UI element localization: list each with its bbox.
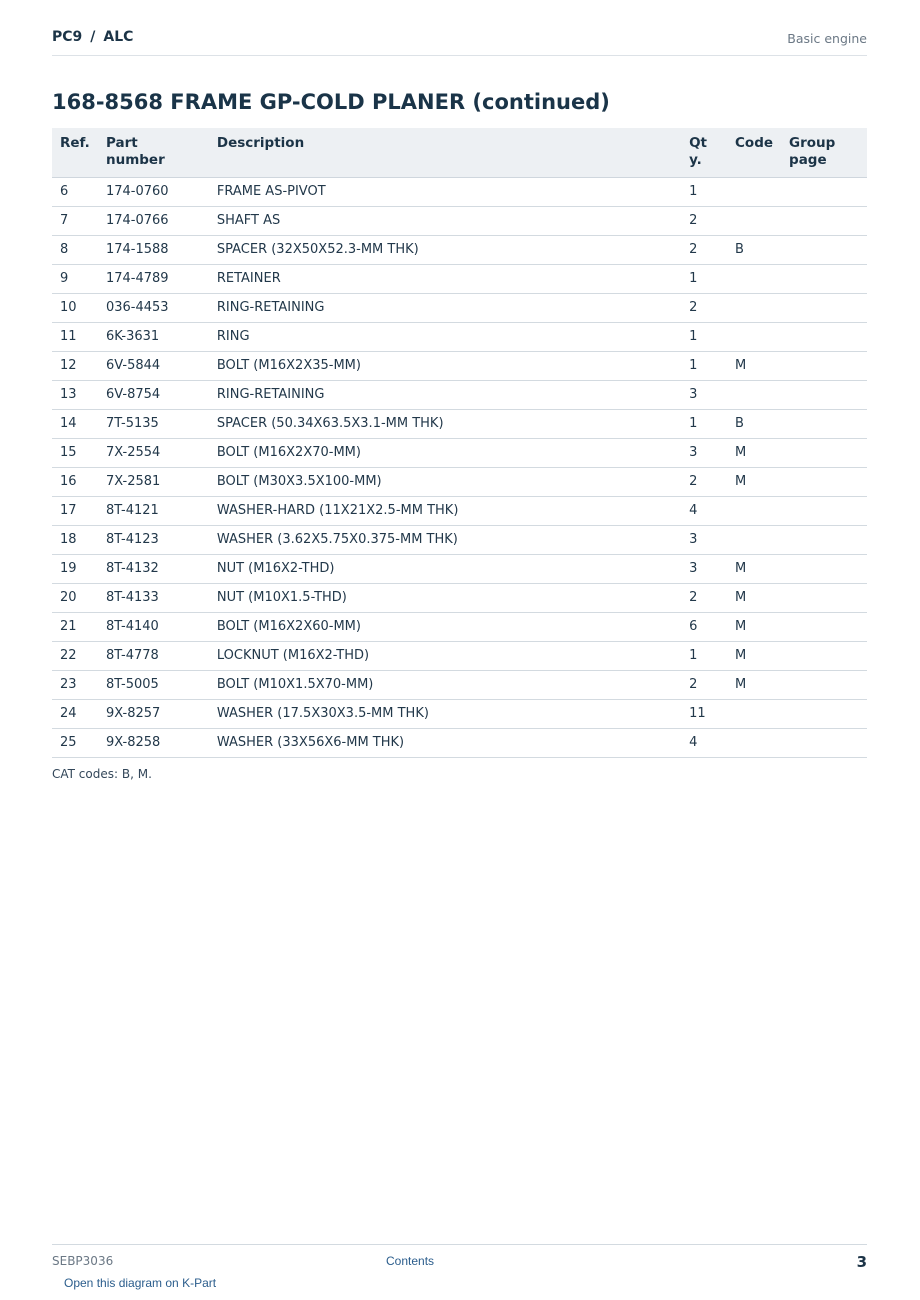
column-header-qty: Qty. [681, 128, 727, 177]
cell-description: BOLT (M16X2X35-MM) [209, 351, 681, 380]
column-header-ref: Ref. [52, 128, 98, 177]
page-header [52, 28, 867, 56]
cell-code: M [727, 612, 781, 641]
cell-part-number: 9X-8257 [98, 699, 209, 728]
cell-description: WASHER (33X56X6-MM THK) [209, 728, 681, 757]
cell-part-number: 8T-4121 [98, 496, 209, 525]
cell-part-number: 036-4453 [98, 293, 209, 322]
cell-code [727, 728, 781, 757]
cell-description: SPACER (32X50X52.3-MM THK) [209, 235, 681, 264]
cell-qty: 3 [681, 525, 727, 554]
page-title-suffix: (continued) [472, 90, 610, 114]
cell-ref: 8 [52, 235, 98, 264]
table-row [52, 612, 867, 641]
cell-qty: 6 [681, 612, 727, 641]
cell-part-number: 6K-3631 [98, 322, 209, 351]
parts-table-body [52, 177, 867, 757]
cell-code [727, 322, 781, 351]
cell-description: BOLT (M16X2X70-MM) [209, 438, 681, 467]
cell-group-page [781, 699, 867, 728]
table-row [52, 554, 867, 583]
cell-qty: 11 [681, 699, 727, 728]
page-number: 3 [856, 1253, 867, 1271]
page-title [52, 90, 610, 114]
cell-description: WASHER (3.62X5.75X0.375-MM THK) [209, 525, 681, 554]
cell-part-number: 7X-2554 [98, 438, 209, 467]
cell-ref: 19 [52, 554, 98, 583]
cell-part-number: 7X-2581 [98, 467, 209, 496]
cell-qty: 3 [681, 438, 727, 467]
cell-code [727, 699, 781, 728]
cell-qty: 1 [681, 641, 727, 670]
cell-qty: 1 [681, 264, 727, 293]
cell-qty: 3 [681, 554, 727, 583]
table-row [52, 438, 867, 467]
cell-qty: 4 [681, 728, 727, 757]
table-row [52, 322, 867, 351]
cell-ref: 17 [52, 496, 98, 525]
cell-description: WASHER-HARD (11X21X2.5-MM THK) [209, 496, 681, 525]
cell-part-number: 7T-5135 [98, 409, 209, 438]
cell-group-page [781, 438, 867, 467]
cell-group-page [781, 612, 867, 641]
cell-group-page [781, 583, 867, 612]
cell-group-page [781, 728, 867, 757]
cell-description: SHAFT AS [209, 206, 681, 235]
cell-group-page [781, 206, 867, 235]
table-row [52, 264, 867, 293]
cell-part-number: 6V-8754 [98, 380, 209, 409]
cell-group-page [781, 351, 867, 380]
cell-description: BOLT (M30X3.5X100-MM) [209, 467, 681, 496]
cell-description: NUT (M10X1.5-THD) [209, 583, 681, 612]
cell-part-number: 174-1588 [98, 235, 209, 264]
cell-code: M [727, 467, 781, 496]
cell-qty: 4 [681, 496, 727, 525]
section-name: Basic engine [787, 31, 867, 46]
cell-code: M [727, 641, 781, 670]
cell-ref: 21 [52, 612, 98, 641]
cell-qty: 1 [681, 177, 727, 206]
cell-group-page [781, 496, 867, 525]
breadcrumb-model: PC9 [52, 29, 83, 45]
table-row [52, 235, 867, 264]
cell-code: M [727, 351, 781, 380]
table-row [52, 293, 867, 322]
cell-code [727, 206, 781, 235]
cell-description: RING-RETAINING [209, 380, 681, 409]
cell-ref: 10 [52, 293, 98, 322]
cell-qty: 2 [681, 206, 727, 235]
cell-qty: 1 [681, 351, 727, 380]
cell-code: M [727, 670, 781, 699]
table-row [52, 699, 867, 728]
table-row [52, 177, 867, 206]
table-row [52, 380, 867, 409]
cell-qty: 3 [681, 380, 727, 409]
cell-code [727, 177, 781, 206]
cell-part-number: 174-0766 [98, 206, 209, 235]
page-footer [52, 1244, 867, 1274]
cell-qty: 2 [681, 235, 727, 264]
cell-description: NUT (M16X2-THD) [209, 554, 681, 583]
parts-table [52, 128, 867, 758]
cell-group-page [781, 177, 867, 206]
cell-ref: 12 [52, 351, 98, 380]
cell-code [727, 525, 781, 554]
cell-ref: 6 [52, 177, 98, 206]
document-code: SEBP3036 [52, 1254, 114, 1268]
column-header-code: Code [727, 128, 781, 177]
cell-qty: 2 [681, 293, 727, 322]
page-title-main: 168-8568 FRAME GP-COLD PLANER [52, 90, 466, 114]
cell-ref: 14 [52, 409, 98, 438]
column-header-part-number: Part number [98, 128, 209, 177]
cell-part-number: 8T-4140 [98, 612, 209, 641]
cell-part-number: 9X-8258 [98, 728, 209, 757]
cell-part-number: 8T-5005 [98, 670, 209, 699]
cell-code: B [727, 409, 781, 438]
cell-part-number: 8T-4123 [98, 525, 209, 554]
open-in-kpart-link[interactable]: Open this diagram on K-Part [64, 1276, 217, 1290]
column-header-description: Description [209, 128, 681, 177]
cell-description: SPACER (50.34X63.5X3.1-MM THK) [209, 409, 681, 438]
cell-part-number: 174-0760 [98, 177, 209, 206]
cell-group-page [781, 264, 867, 293]
cell-part-number: 8T-4778 [98, 641, 209, 670]
cell-qty: 2 [681, 670, 727, 699]
cell-group-page [781, 525, 867, 554]
table-row [52, 641, 867, 670]
table-row [52, 728, 867, 757]
cell-part-number: 6V-5844 [98, 351, 209, 380]
cell-code: M [727, 583, 781, 612]
cell-group-page [781, 293, 867, 322]
cell-group-page [781, 554, 867, 583]
cell-qty: 1 [681, 409, 727, 438]
parts-table-header [52, 128, 867, 177]
cell-group-page [781, 641, 867, 670]
cell-code [727, 293, 781, 322]
cell-code: M [727, 554, 781, 583]
cell-ref: 16 [52, 467, 98, 496]
cell-group-page [781, 467, 867, 496]
cell-code [727, 496, 781, 525]
breadcrumb [52, 29, 133, 45]
cell-ref: 22 [52, 641, 98, 670]
cell-description: BOLT (M10X1.5X70-MM) [209, 670, 681, 699]
table-row [52, 583, 867, 612]
table-row [52, 496, 867, 525]
table-row [52, 409, 867, 438]
cell-ref: 18 [52, 525, 98, 554]
cell-qty: 1 [681, 322, 727, 351]
cell-description: BOLT (M16X2X60-MM) [209, 612, 681, 641]
cell-ref: 9 [52, 264, 98, 293]
cell-group-page [781, 235, 867, 264]
cat-codes-note: CAT codes: B, M. [52, 767, 152, 781]
cell-code [727, 380, 781, 409]
table-row [52, 525, 867, 554]
column-header-group-page: Group page [781, 128, 867, 177]
cell-ref: 13 [52, 380, 98, 409]
cell-ref: 7 [52, 206, 98, 235]
table-row [52, 206, 867, 235]
cell-ref: 15 [52, 438, 98, 467]
cell-group-page [781, 380, 867, 409]
cell-code: M [727, 438, 781, 467]
cell-description: FRAME AS-PIVOT [209, 177, 681, 206]
cell-part-number: 174-4789 [98, 264, 209, 293]
table-row [52, 351, 867, 380]
cell-ref: 11 [52, 322, 98, 351]
table-row [52, 467, 867, 496]
cell-ref: 24 [52, 699, 98, 728]
cell-part-number: 8T-4133 [98, 583, 209, 612]
cell-code [727, 264, 781, 293]
cell-ref: 20 [52, 583, 98, 612]
cell-qty: 2 [681, 583, 727, 612]
cell-group-page [781, 322, 867, 351]
cell-description: LOCKNUT (M16X2-THD) [209, 641, 681, 670]
cell-description: RETAINER [209, 264, 681, 293]
cell-ref: 23 [52, 670, 98, 699]
cell-code: B [727, 235, 781, 264]
breadcrumb-separator: / [90, 29, 96, 45]
cell-part-number: 8T-4132 [98, 554, 209, 583]
contents-link[interactable]: Contents [386, 1254, 435, 1268]
cell-description: RING [209, 322, 681, 351]
cell-description: RING-RETAINING [209, 293, 681, 322]
breadcrumb-sub-model: ALC [103, 29, 134, 45]
cell-group-page [781, 409, 867, 438]
cell-qty: 2 [681, 467, 727, 496]
table-row [52, 670, 867, 699]
cell-description: WASHER (17.5X30X3.5-MM THK) [209, 699, 681, 728]
cell-ref: 25 [52, 728, 98, 757]
cell-group-page [781, 670, 867, 699]
